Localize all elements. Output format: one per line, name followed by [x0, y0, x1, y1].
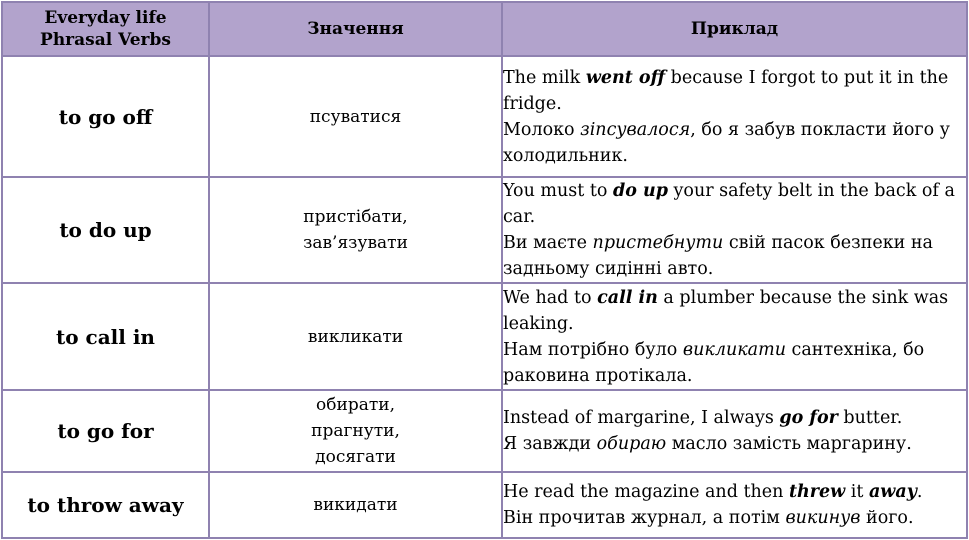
phrasal-verb-highlight: away	[868, 481, 917, 502]
example-text: butter.	[837, 407, 903, 428]
header-phrasal-verbs	[2, 2, 209, 56]
phrasal-verb-highlight: go for	[779, 407, 838, 428]
example-text: , бо я забув покласти його у холодильник.	[503, 119, 950, 166]
example-text: Я завжди	[503, 433, 597, 454]
phrasal-verb-cell: to go for	[2, 390, 209, 472]
translation-verb-highlight: викинув	[785, 507, 861, 528]
header-phrasal-line1: Everyday life	[44, 8, 167, 28]
meaning-line: викликати	[307, 326, 404, 347]
example-english	[503, 479, 966, 505]
meaning-line: зав’язувати	[303, 233, 408, 254]
example-cell	[502, 472, 967, 538]
example-text: Молоко	[503, 119, 581, 140]
example-text: Він прочитав журнал, а потім	[503, 507, 786, 528]
example-text: Ви маєте	[503, 233, 593, 254]
meaning-cell	[209, 472, 502, 538]
example-text: You must to	[503, 181, 613, 202]
meaning-line: викидати	[313, 494, 398, 515]
phrasal-verb-cell: to throw away	[2, 472, 209, 538]
translation-verb-highlight: викликати	[682, 339, 786, 360]
example-ukrainian	[503, 337, 966, 389]
meaning-cell	[209, 283, 502, 389]
phrasal-verb-highlight: went off	[585, 67, 666, 88]
example-cell	[502, 390, 967, 472]
example-ukrainian	[503, 117, 966, 169]
translation-verb-highlight: пристебнути	[592, 233, 724, 254]
phrasal-verb-highlight: do up	[612, 181, 668, 202]
meaning-cell	[209, 56, 502, 177]
table-row	[2, 390, 967, 472]
phrasal-verb-cell: to go off	[2, 56, 209, 177]
meaning-line: пристібати,	[303, 207, 408, 228]
header-meaning: Значення	[209, 2, 502, 56]
example-cell	[502, 56, 967, 177]
phrasal-verb-highlight: threw	[788, 481, 846, 502]
example-text: He read the magazine and then	[503, 481, 789, 502]
example-cell	[502, 177, 967, 283]
example-text: Instead of margarine, I always	[503, 407, 780, 428]
meaning-line: обирати,	[316, 394, 395, 415]
example-english	[503, 65, 966, 117]
example-english	[503, 285, 966, 337]
example-english	[503, 178, 966, 230]
example-cell	[502, 283, 967, 389]
meaning-line: псуватися	[309, 106, 402, 127]
example-text: Нам потрібно було	[503, 339, 683, 360]
example-ukrainian	[503, 431, 966, 457]
table-row	[2, 283, 967, 389]
example-text: сантехніка, бо раковина протікала.	[503, 339, 925, 386]
phrasal-verbs-table	[1, 1, 968, 539]
example-text: because I forgot to put it in the fridge.	[503, 67, 949, 114]
example-text: його.	[860, 507, 914, 528]
example-text: .	[916, 481, 923, 502]
meaning-line: прагнути,	[311, 420, 400, 441]
phrasal-verb-cell: to do up	[2, 177, 209, 283]
table-row	[2, 472, 967, 538]
translation-verb-highlight: зіпсувалося	[580, 119, 691, 140]
example-text: it	[845, 481, 869, 502]
example-text: We had to	[503, 287, 598, 308]
header-phrasal-line2: Phrasal Verbs	[40, 30, 171, 50]
example-text: The milk	[503, 67, 586, 88]
example-text: a plumber because the sink was leaking.	[503, 287, 949, 334]
example-ukrainian	[503, 505, 966, 531]
example-ukrainian	[503, 230, 966, 282]
meaning-cell	[209, 390, 502, 472]
example-english	[503, 405, 966, 431]
phrasal-verb-cell: to call in	[2, 283, 209, 389]
meaning-cell	[209, 177, 502, 283]
translation-verb-highlight: обираю	[596, 433, 667, 454]
example-text: масло замість маргарину.	[666, 433, 912, 454]
phrasal-verb-highlight: call in	[597, 287, 658, 308]
header-row	[2, 2, 967, 56]
table-row	[2, 177, 967, 283]
example-text: свій пасок безпеки на задньому сидінні авто.	[503, 233, 933, 280]
header-example: Приклад	[502, 2, 967, 56]
example-text: your safety belt in the back of a car.	[503, 181, 955, 228]
table-row	[2, 56, 967, 177]
meaning-line: досягати	[315, 446, 396, 467]
